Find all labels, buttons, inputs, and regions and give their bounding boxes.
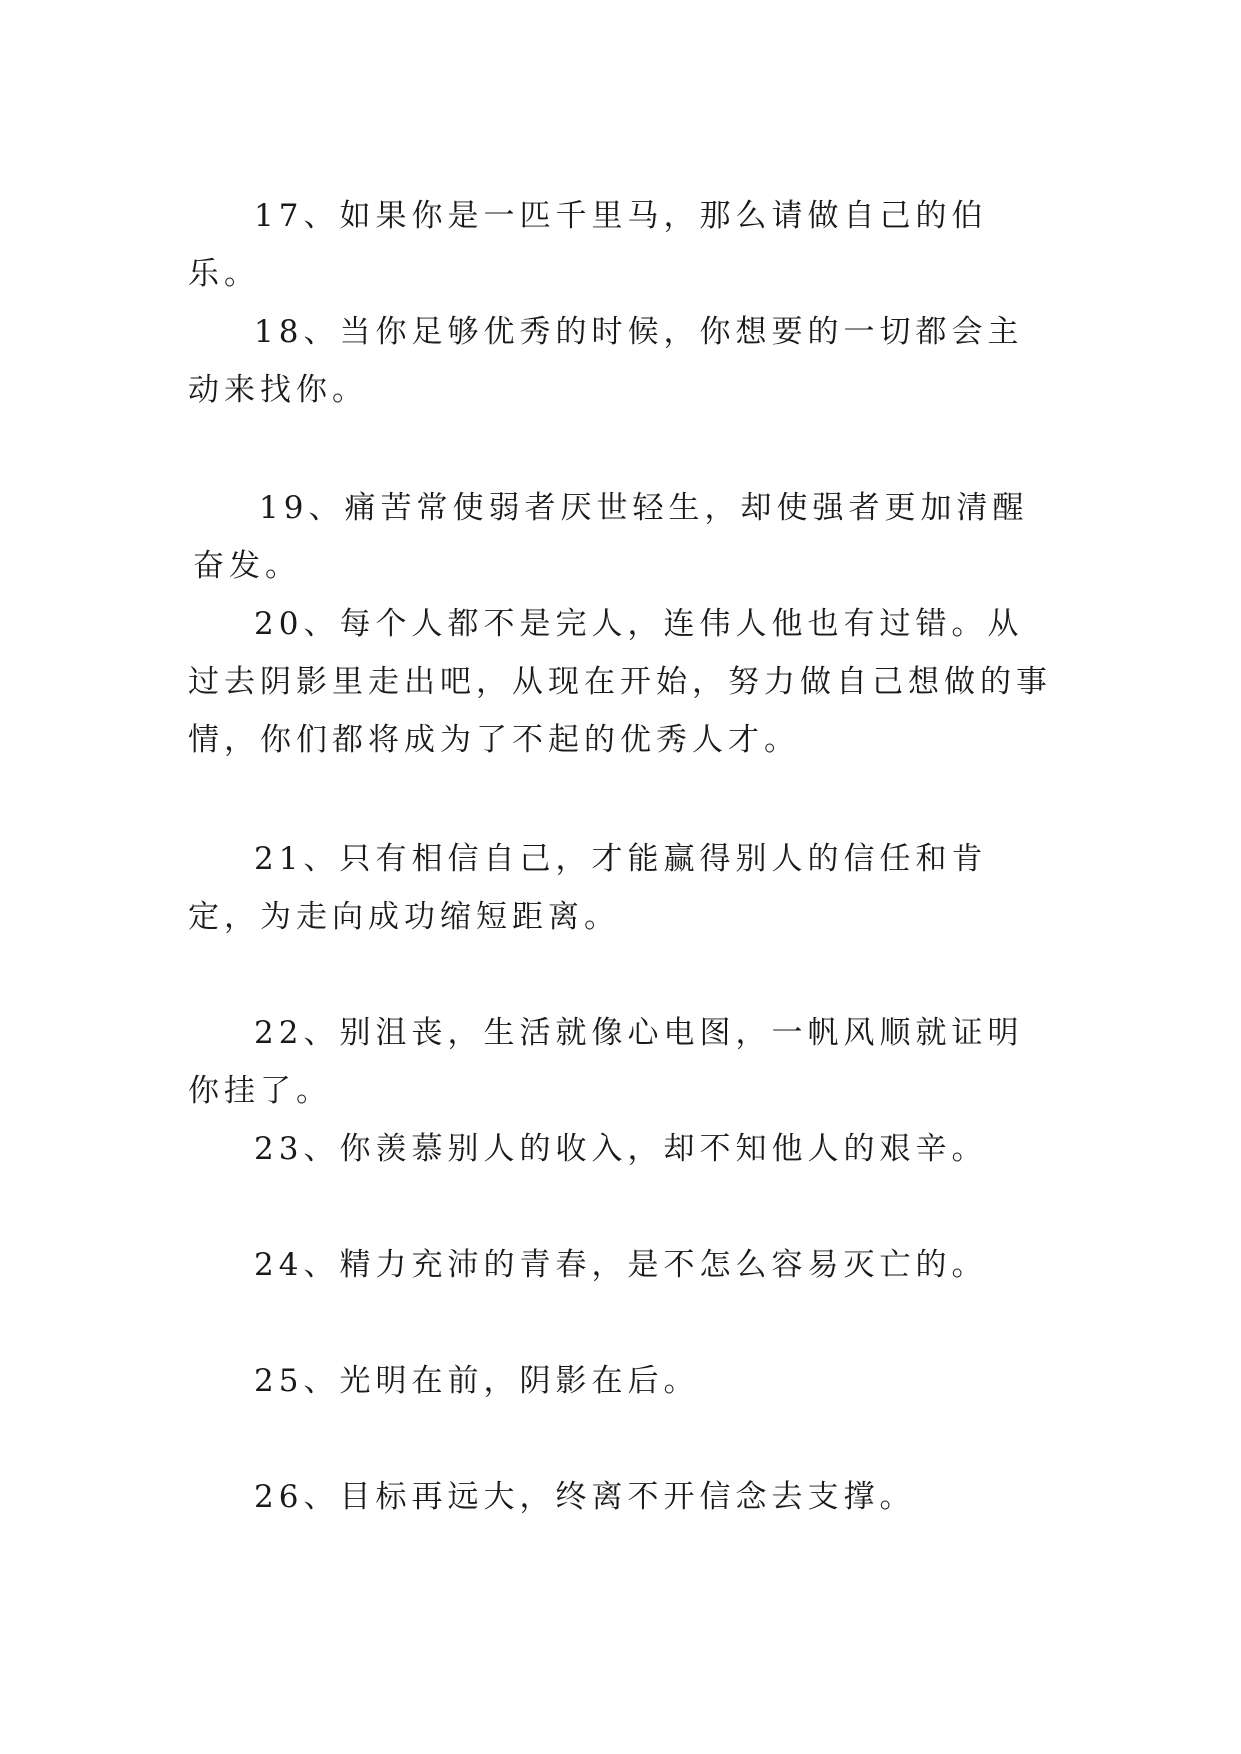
quote-paragraph-20: 20、每个人都不是完人，连伟人他也有过错。从过去阴影里走出吧，从现在开始，努力做自己想做的事情，你们都将成为了不起的优秀人才。: [188, 606, 1052, 758]
quote-paragraph-21: 21、只有相信自己，才能赢得别人的信任和肯定，为走向成功缩短距离。: [188, 841, 988, 935]
quote-paragraph-17: 17、如果你是一匹千里马，那么请做自己的伯乐。: [188, 198, 988, 292]
quote-paragraph-19: 19、痛苦常使弱者厌世轻生，却使强者更加清醒奋发。: [193, 490, 1029, 584]
quote-paragraph-22: 22、别沮丧，生活就像心电图，一帆风顺就证明你挂了。: [188, 1015, 1024, 1109]
quote-paragraph-26: 26、目标再远大，终离不开信念去支撑。: [254, 1479, 916, 1515]
quote-paragraph-18: 18、当你足够优秀的时候，你想要的一切都会主动来找你。: [188, 314, 1024, 408]
quote-paragraph-24: 24、精力充沛的青春，是不怎么容易灭亡的。: [254, 1247, 988, 1283]
quote-paragraph-25: 25、光明在前，阴影在后。: [254, 1363, 700, 1399]
quote-paragraph-23: 23、你羡慕别人的收入，却不知他人的艰辛。: [254, 1131, 988, 1167]
